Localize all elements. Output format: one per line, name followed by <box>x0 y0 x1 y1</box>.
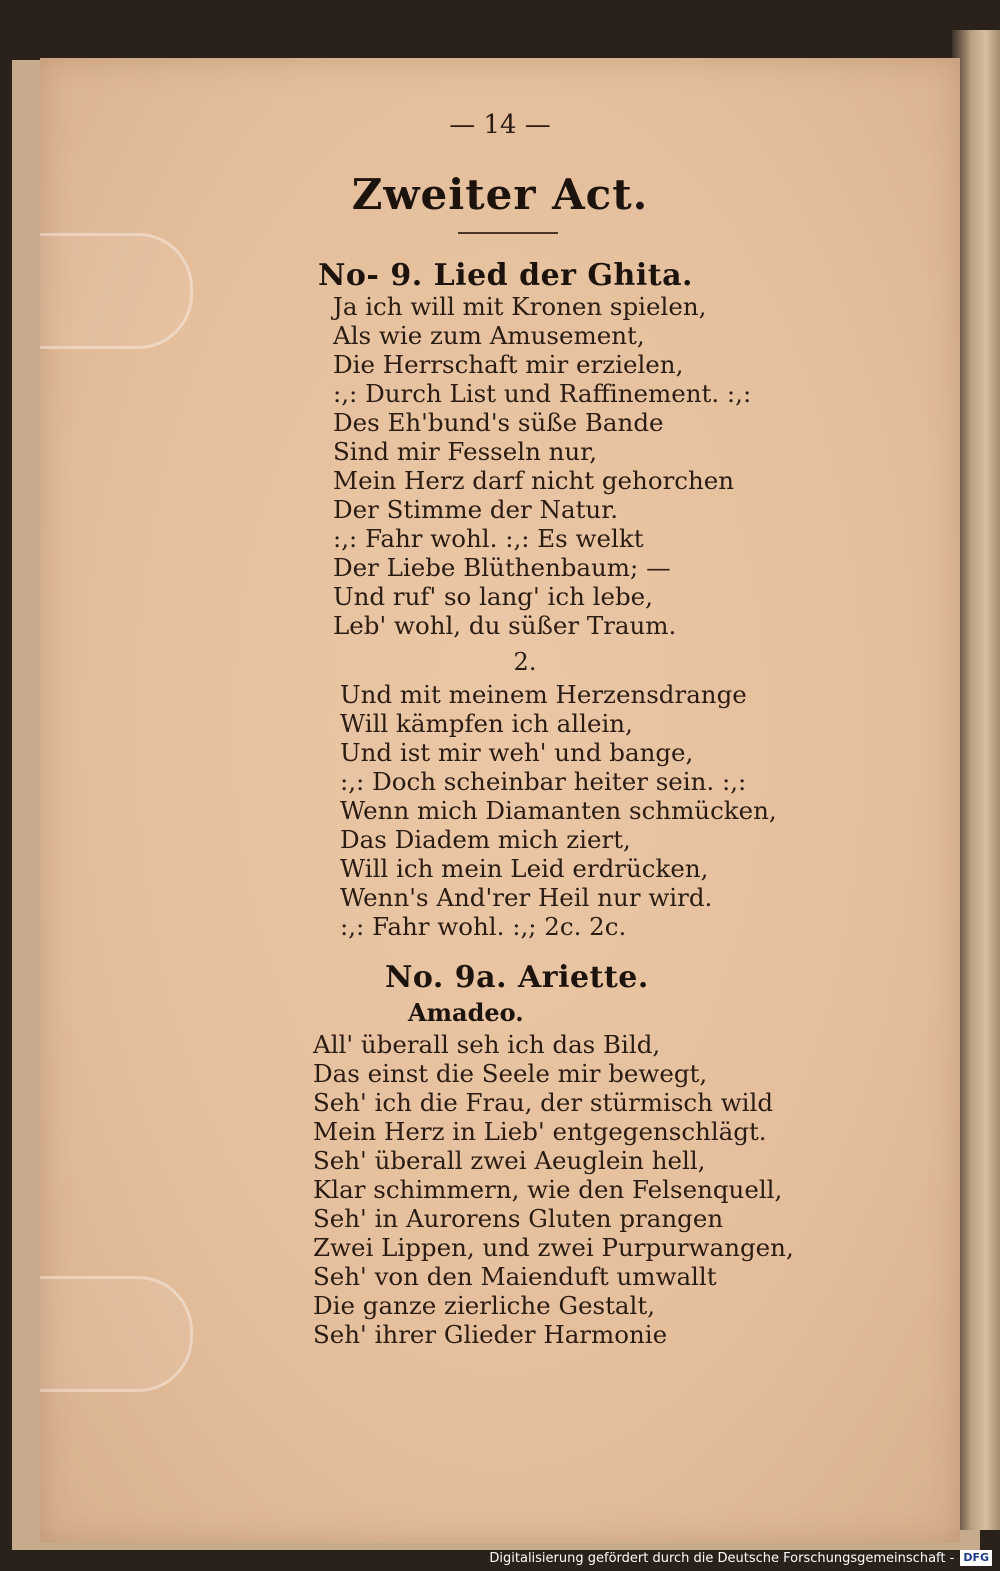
verse-line: Seh' ihrer Glieder Harmonie <box>313 1320 668 1349</box>
verse-line: Des Eh'bund's süße Bande <box>333 408 664 437</box>
verse-line: :,: Fahr wohl. :,: Es welkt <box>333 524 644 553</box>
verse-2 <box>340 680 777 941</box>
verse-line: Der Liebe Blüthenbaum; — <box>333 553 671 582</box>
verse-line: Und ist mir weh' und bange, <box>340 738 694 767</box>
verse-line: Mein Herz darf nicht gehorchen <box>333 466 735 495</box>
verse-line: Sind mir Fesseln nur, <box>333 437 598 466</box>
speaker-name: Amadeo. <box>408 998 524 1027</box>
verse-line: Seh' von den Maienduft umwallt <box>313 1262 717 1291</box>
verse-number: 2. <box>513 648 537 676</box>
verse-line: Die Herrschaft mir erzielen, <box>333 350 684 379</box>
verse-line: Die ganze zierliche Gestalt, <box>313 1291 656 1320</box>
verse-line: Mein Herz in Lieb' entgegenschlägt. <box>313 1117 767 1146</box>
verse-line: :,: Doch scheinbar heiter sein. :,: <box>340 767 747 796</box>
verse-1 <box>333 292 751 640</box>
verse-line: Will kämpfen ich allein, <box>340 709 633 738</box>
verse-line: Wenn mich Diamanten schmücken, <box>340 796 777 825</box>
title-divider <box>458 232 558 234</box>
verse-line: Zwei Lippen, und zwei Purpurwangen, <box>313 1233 794 1262</box>
verse-line: :,: Durch List und Raffinement. :,: <box>333 379 752 408</box>
footer-text: Digitalisierung gefördert durch die Deutsche Forschungsgemeinschaft - <box>489 1550 955 1566</box>
verse-line: Das Diadem mich ziert, <box>340 825 631 854</box>
verse-line: :,: Fahr wohl. :,; 2c. 2c. <box>340 912 627 941</box>
song-heading-no9a: No. 9a. Ariette. <box>385 960 649 995</box>
verse-line: Seh' ich die Frau, der stürmisch wild <box>313 1088 774 1117</box>
verse-line: Seh' in Aurorens Gluten prangen <box>313 1204 724 1233</box>
act-title: Zweiter Act. <box>351 170 649 219</box>
verse-line: Klar schimmern, wie den Felsenquell, <box>313 1175 783 1204</box>
paper-clip-bottom <box>40 1276 193 1392</box>
verse-line: Und ruf' so lang' ich lebe, <box>333 582 653 611</box>
verse-line: Und mit meinem Herzensdrange <box>340 680 747 709</box>
page-number: — 14 — <box>449 110 551 140</box>
verse-line: Als wie zum Amusement, <box>333 321 645 350</box>
verse-line: Das einst die Seele mir bewegt, <box>313 1059 708 1088</box>
digitization-footer <box>489 1548 992 1568</box>
dfg-logo: DFG <box>960 1550 992 1566</box>
verse-line: Der Stimme der Natur. <box>333 495 619 524</box>
verse-line: Leb' wohl, du süßer Traum. <box>333 611 677 640</box>
verse-line: Ja ich will mit Kronen spielen, <box>333 292 707 321</box>
verse-line: Wenn's And'rer Heil nur wird. <box>340 883 713 912</box>
paper-clip-top <box>40 233 193 349</box>
ariette-verse <box>313 1030 794 1349</box>
verse-line: Seh' überall zwei Aeuglein hell, <box>313 1146 706 1175</box>
verse-line: All' überall seh ich das Bild, <box>313 1030 661 1059</box>
song-heading-no9: No- 9. Lied der Ghita. <box>318 258 693 293</box>
verse-line: Will ich mein Leid erdrücken, <box>340 854 709 883</box>
